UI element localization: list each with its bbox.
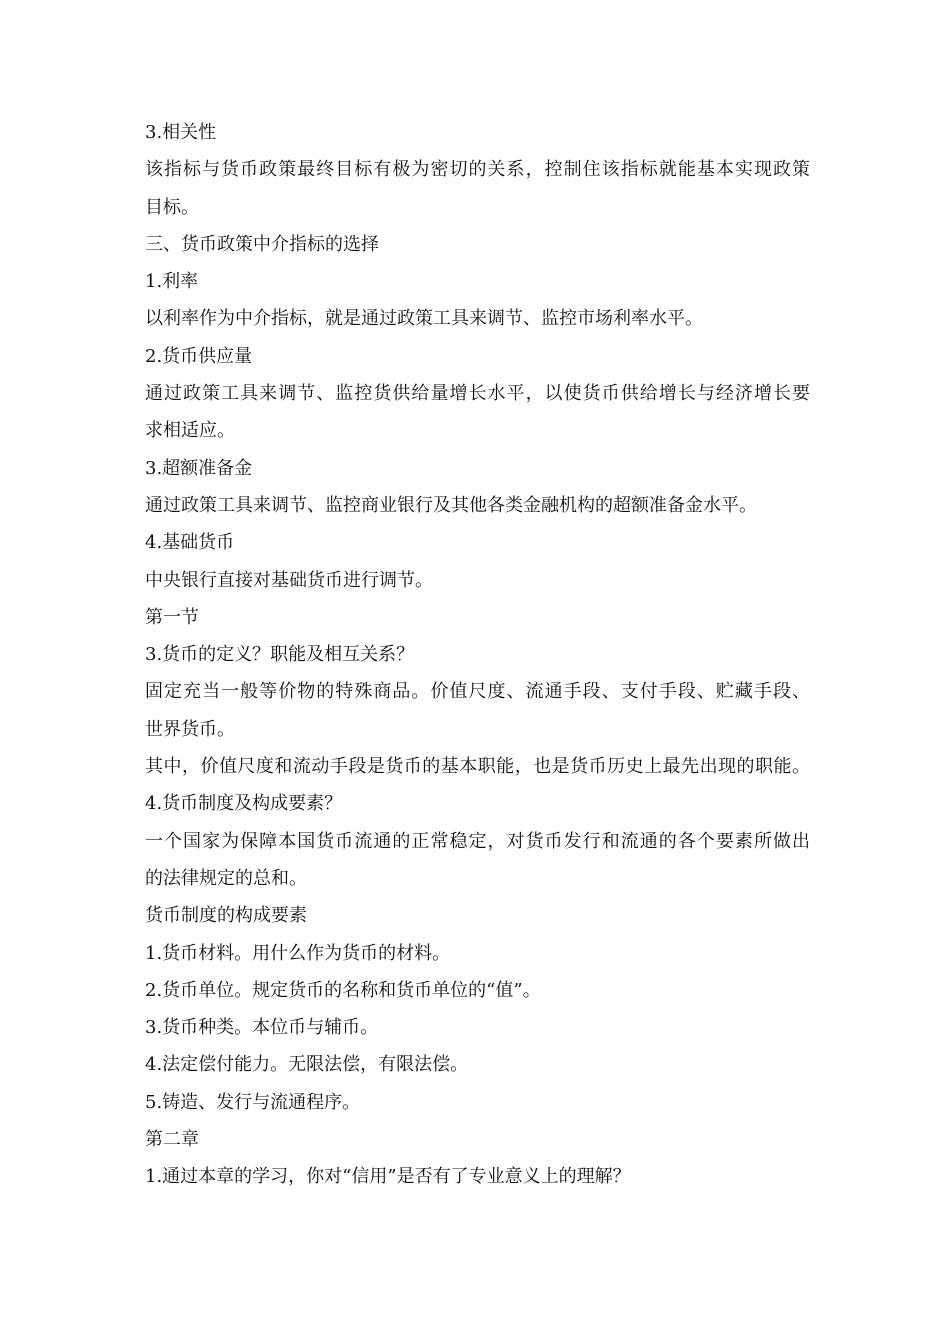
paragraph-line: 中央银行直接对基础货币进行调节。 xyxy=(145,569,433,591)
heading-excess-reserves: 3.超额准备金 xyxy=(145,457,253,479)
section-heading: 第一节 xyxy=(145,606,199,628)
paragraph-line: 通过政策工具来调节、监控商业银行及其他各类金融机构的超额准备金水平。 xyxy=(145,494,757,516)
paragraph-line: 其中，价值尺度和流动手段是货币的基本职能，也是货币历史上最先出现的职能。 xyxy=(145,756,810,778)
paragraph-line: 以利率作为中介指标，就是通过政策工具来调节、监控市场利率水平。 xyxy=(145,308,703,330)
document-body xyxy=(145,114,810,1196)
list-item: 5.铸造、发行与流通程序。 xyxy=(145,1091,361,1113)
paragraph-line: 求相适应。 xyxy=(145,420,235,442)
section-heading: 三、货币政策中介指标的选择 xyxy=(145,233,379,255)
heading-base-money: 4.基础货币 xyxy=(145,532,235,554)
paragraph-line: 世界货币。 xyxy=(145,718,235,740)
question-heading: 4.货币制度及构成要素？ xyxy=(145,793,343,815)
list-item: 4.法定偿付能力。无限法偿，有限法偿。 xyxy=(145,1054,469,1076)
heading-money-supply: 2.货币供应量 xyxy=(145,345,253,367)
paragraph-line: 一个国家为保障本国货币流通的正常稳定，对货币发行和流通的各个要素所做出 xyxy=(145,830,810,852)
heading-interest-rate: 1.利率 xyxy=(145,271,199,293)
list-item: 1.货币材料。用什么作为货币的材料。 xyxy=(145,942,451,964)
paragraph-line: 该指标与货币政策最终目标有极为密切的关系，控制住该指标就能基本实现政策 xyxy=(145,159,810,181)
paragraph-line: 通过政策工具来调节、监控货供给量增长水平，以使货币供给增长与经济增长要 xyxy=(145,383,810,405)
question-heading: 1.通过本章的学习，你对“信用”是否有了专业意义上的理解？ xyxy=(145,1166,631,1188)
paragraph-line: 固定充当一般等价物的特殊商品。价值尺度、流通手段、支付手段、贮藏手段、 xyxy=(145,681,810,703)
paragraph-line: 目标。 xyxy=(145,196,199,218)
heading-relevance: 3.相关性 xyxy=(145,122,217,143)
list-item: 2.货币单位。规定货币的名称和货币单位的“值”。 xyxy=(145,979,541,1001)
question-heading: 3.货币的定义？职能及相互关系？ xyxy=(145,644,415,666)
list-item: 3.货币种类。本位币与辅币。 xyxy=(145,1017,379,1039)
chapter-heading: 第二章 xyxy=(145,1129,199,1151)
subsection-heading: 货币制度的构成要素 xyxy=(145,905,307,927)
paragraph-line: 的法律规定的总和。 xyxy=(145,867,307,889)
